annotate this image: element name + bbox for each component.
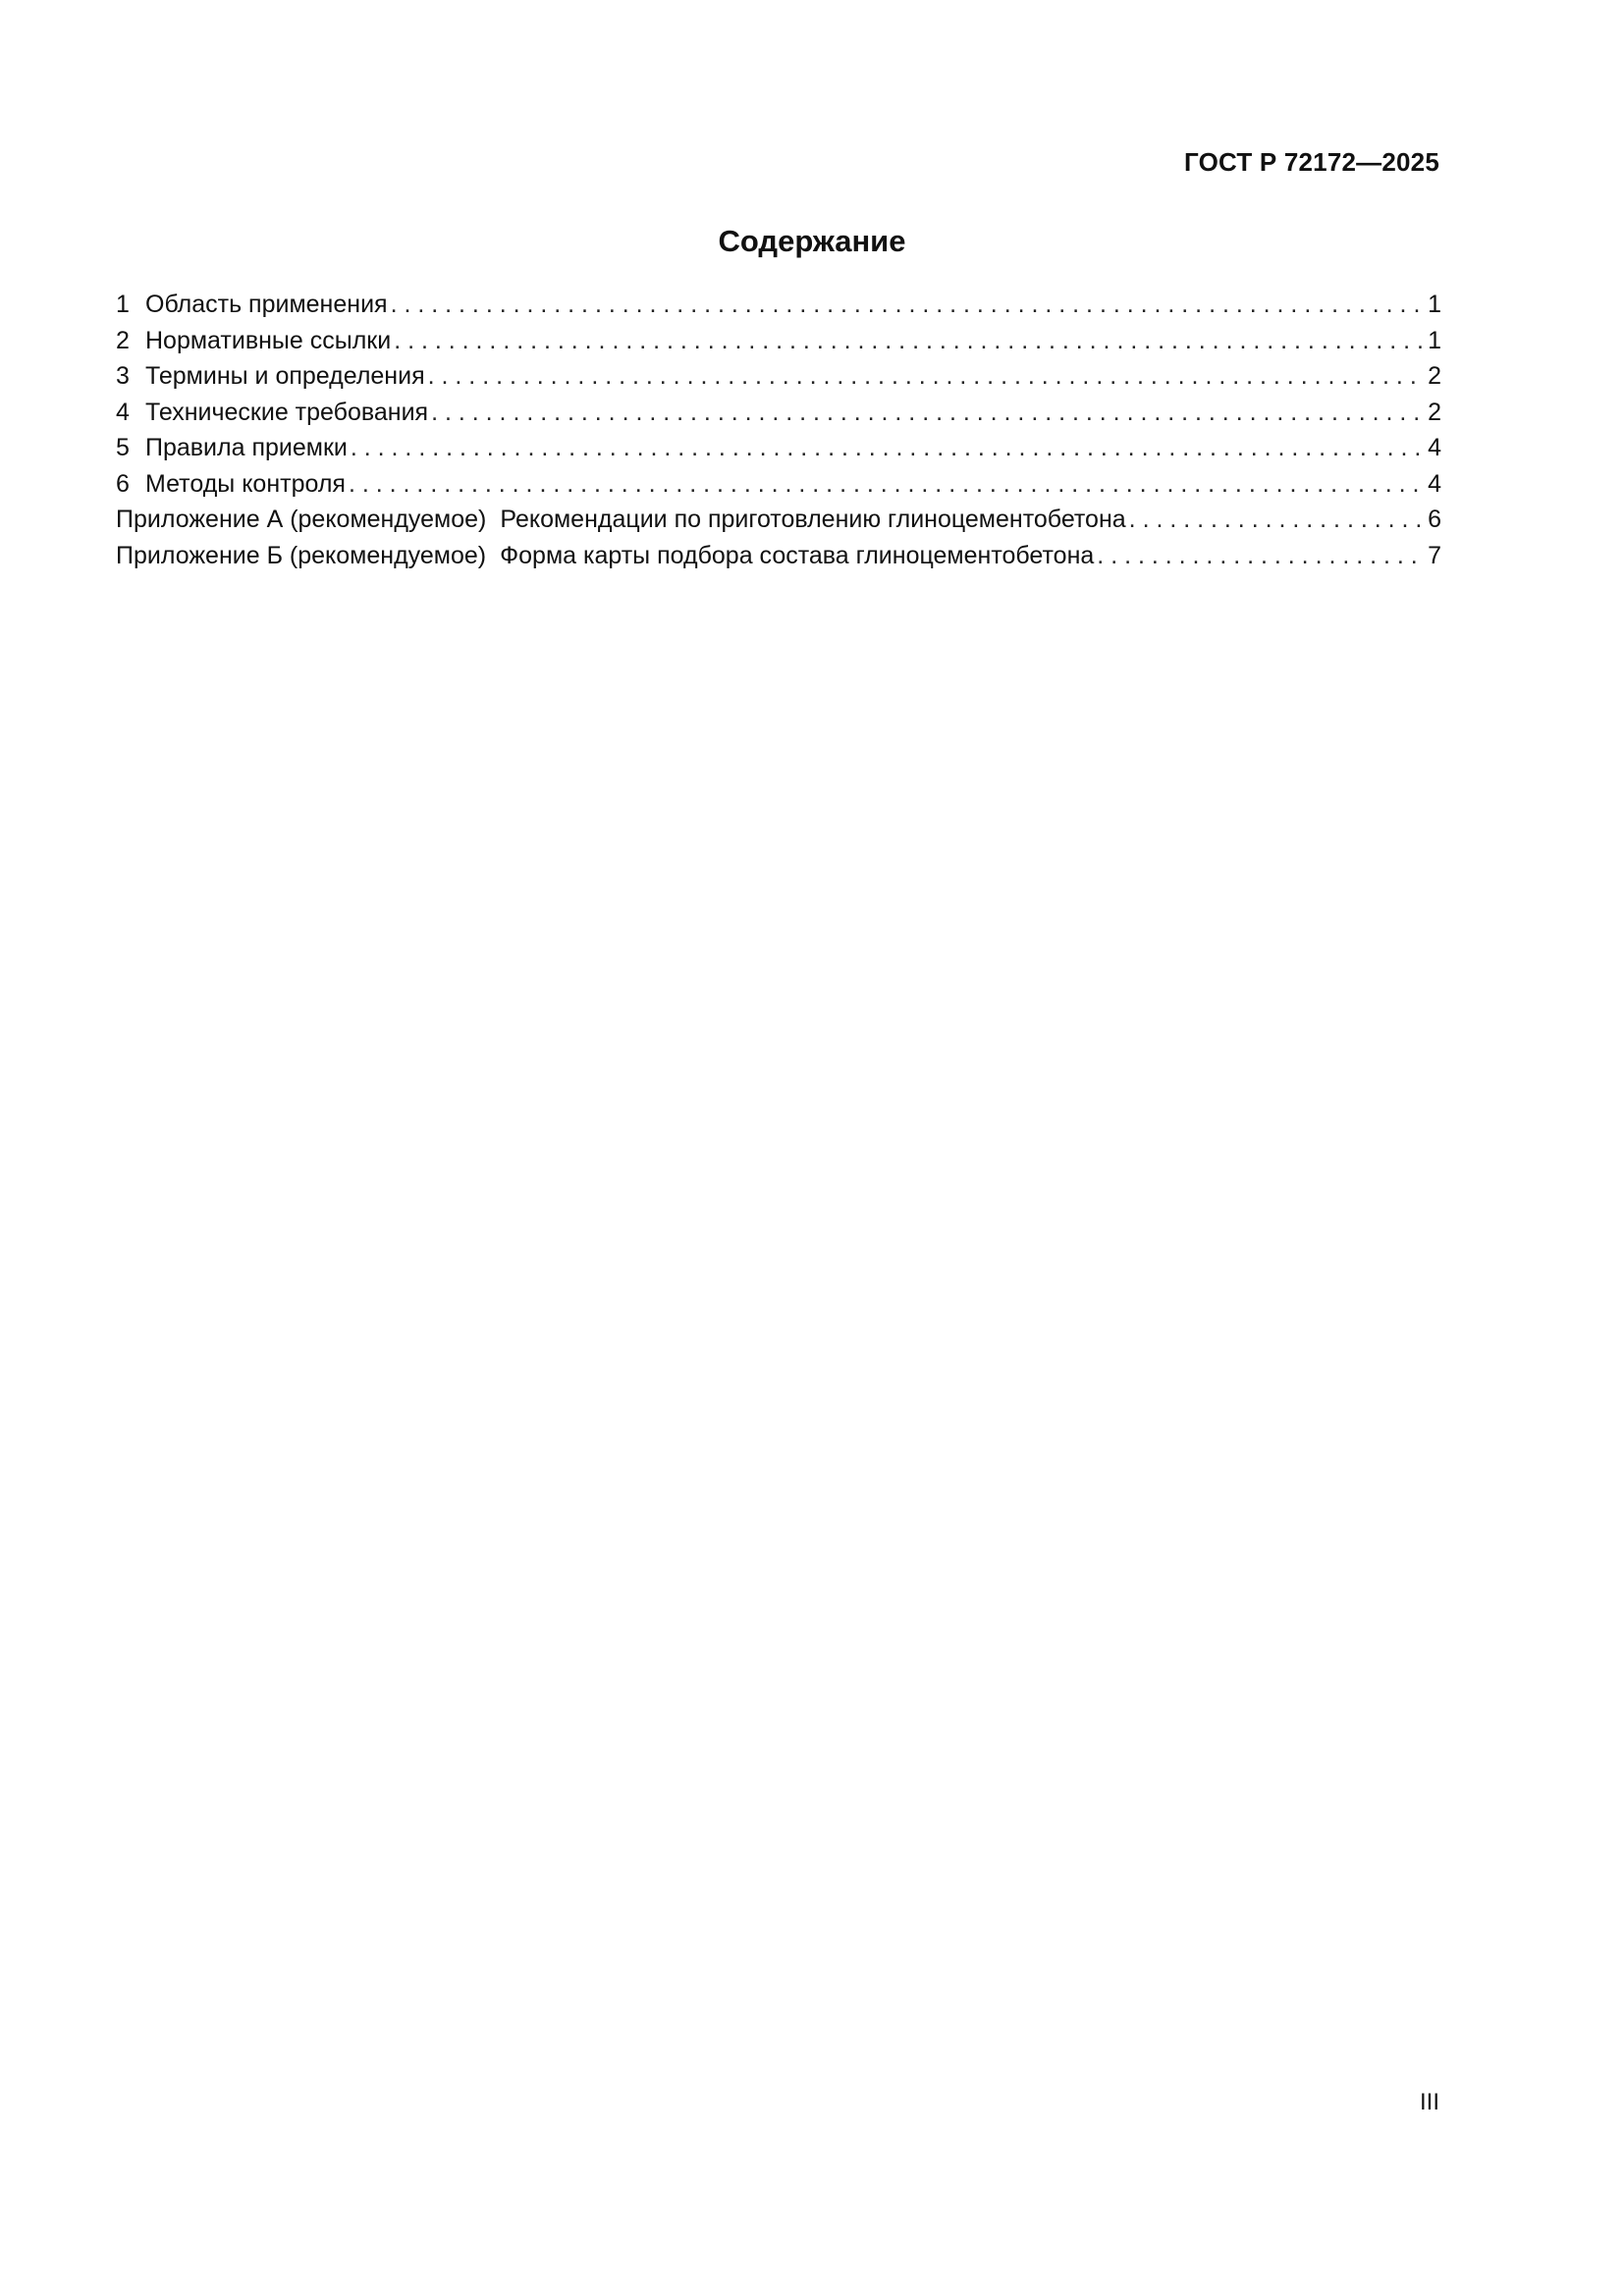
toc-dot-leader (349, 470, 1425, 499)
toc-annex-entry[interactable] (116, 506, 1441, 542)
toc-dot-leader (394, 327, 1425, 355)
toc-annex-label: Приложение Б (рекомендуемое) (116, 541, 487, 569)
toc-entry-number: 5 (116, 434, 130, 461)
document-code: ГОСТ Р 72172—2025 (1184, 147, 1439, 177)
toc-entry[interactable] (116, 291, 1441, 327)
toc-annex-title: Рекомендации по приготовлению глиноцементобетона (500, 506, 1126, 533)
toc-dot-leader (1097, 542, 1425, 570)
toc-entry[interactable] (116, 399, 1441, 435)
toc-entry-page: 2 (1428, 362, 1441, 390)
toc-entry-title: Область применения (145, 291, 388, 318)
toc-entry-title: Термины и определения (145, 362, 425, 390)
toc-annex-page: 7 (1428, 541, 1441, 569)
toc-entry-title: Методы контроля (145, 469, 346, 498)
toc-entry-title: Технические требования (145, 398, 429, 426)
toc-entry[interactable] (116, 434, 1441, 470)
toc-entry-title: Нормативные ссылки (145, 326, 392, 354)
toc-dot-leader (1129, 506, 1425, 534)
toc-entry-page: 4 (1428, 469, 1441, 498)
toc-dot-leader (391, 291, 1426, 319)
toc-entry-number: 4 (116, 398, 130, 426)
toc-entry-number: 3 (116, 362, 130, 390)
toc-entry-page: 4 (1428, 434, 1441, 461)
toc-entry[interactable] (116, 327, 1441, 363)
toc-dot-leader (431, 399, 1425, 427)
toc-annex-page: 6 (1428, 506, 1441, 533)
toc-title: Содержание (718, 224, 906, 258)
toc-entry[interactable] (116, 470, 1441, 507)
toc-entry-title: Правила приемки (145, 434, 348, 461)
toc-entry-number: 2 (116, 326, 130, 354)
toc-entry-page: 1 (1428, 291, 1441, 318)
toc-entry-number: 6 (116, 469, 130, 498)
page-number: III (1419, 2089, 1439, 2115)
toc-dot-leader (428, 362, 1425, 391)
table-of-contents (116, 291, 1441, 577)
toc-entry-number: 1 (116, 291, 130, 318)
toc-annex-title: Форма карты подбора состава глиноцементобетона (500, 541, 1095, 569)
toc-annex-label: Приложение А (рекомендуемое) (116, 506, 487, 533)
toc-annex-entry[interactable] (116, 542, 1441, 578)
toc-entry[interactable] (116, 362, 1441, 399)
toc-entry-page: 2 (1428, 398, 1441, 426)
toc-dot-leader (351, 434, 1425, 462)
toc-entry-page: 1 (1428, 326, 1441, 354)
